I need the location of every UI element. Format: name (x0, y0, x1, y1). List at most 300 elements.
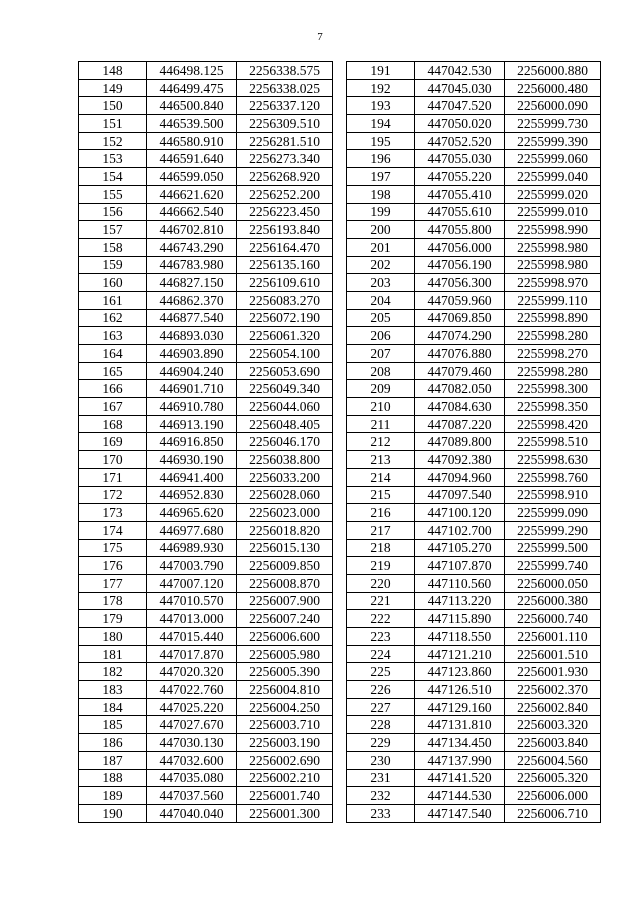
table-row (347, 645, 601, 663)
y-coordinate-cell: 2256000.740 (505, 610, 601, 628)
table-row (347, 433, 601, 451)
table-row (79, 362, 333, 380)
x-coordinate-cell: 446903.890 (147, 345, 237, 363)
point-number-cell: 233 (347, 804, 415, 822)
point-number-cell: 224 (347, 645, 415, 663)
x-coordinate-cell: 446702.810 (147, 221, 237, 239)
table-row (79, 168, 333, 186)
y-coordinate-cell: 2256268.920 (237, 168, 333, 186)
table-row (347, 362, 601, 380)
point-number-cell: 218 (347, 539, 415, 557)
table-row (79, 398, 333, 416)
point-number-cell: 163 (79, 327, 147, 345)
x-coordinate-cell: 447045.030 (415, 79, 505, 97)
y-coordinate-cell: 2256000.090 (505, 97, 601, 115)
point-number-cell: 209 (347, 380, 415, 398)
y-coordinate-cell: 2256007.240 (237, 610, 333, 628)
x-coordinate-cell: 446580.910 (147, 132, 237, 150)
table-row (79, 451, 333, 469)
y-coordinate-cell: 2256006.710 (505, 804, 601, 822)
table-row (347, 203, 601, 221)
point-number-cell: 186 (79, 734, 147, 752)
table-row (79, 115, 333, 133)
x-coordinate-cell: 446913.190 (147, 415, 237, 433)
table-row (79, 628, 333, 646)
x-coordinate-cell: 446893.030 (147, 327, 237, 345)
x-coordinate-cell: 447137.990 (415, 751, 505, 769)
y-coordinate-cell: 2256083.270 (237, 291, 333, 309)
table-row (79, 663, 333, 681)
point-number-cell: 225 (347, 663, 415, 681)
table-row (79, 557, 333, 575)
point-number-cell: 176 (79, 557, 147, 575)
table-row (79, 150, 333, 168)
x-coordinate-cell: 447094.960 (415, 468, 505, 486)
y-coordinate-cell: 2256006.000 (505, 787, 601, 805)
point-number-cell: 213 (347, 451, 415, 469)
y-coordinate-cell: 2256109.610 (237, 274, 333, 292)
table-row (347, 787, 601, 805)
point-number-cell: 219 (347, 557, 415, 575)
y-coordinate-cell: 2255998.420 (505, 415, 601, 433)
x-coordinate-cell: 447129.160 (415, 698, 505, 716)
point-number-cell: 164 (79, 345, 147, 363)
y-coordinate-cell: 2256003.840 (505, 734, 601, 752)
point-number-cell: 229 (347, 734, 415, 752)
point-number-cell: 165 (79, 362, 147, 380)
x-coordinate-cell: 446952.830 (147, 486, 237, 504)
table-body (347, 62, 601, 823)
point-number-cell: 150 (79, 97, 147, 115)
x-coordinate-cell: 446916.850 (147, 433, 237, 451)
x-coordinate-cell: 447107.870 (415, 557, 505, 575)
point-number-cell: 188 (79, 769, 147, 787)
point-number-cell: 161 (79, 291, 147, 309)
x-coordinate-cell: 447037.560 (147, 787, 237, 805)
point-number-cell: 181 (79, 645, 147, 663)
y-coordinate-cell: 2256053.690 (237, 362, 333, 380)
point-number-cell: 198 (347, 185, 415, 203)
x-coordinate-cell: 446500.840 (147, 97, 237, 115)
y-coordinate-cell: 2256135.160 (237, 256, 333, 274)
point-number-cell: 197 (347, 168, 415, 186)
x-coordinate-cell: 447022.760 (147, 681, 237, 699)
table-row (347, 345, 601, 363)
y-coordinate-cell: 2256015.130 (237, 539, 333, 557)
table-row (347, 327, 601, 345)
table-row (79, 610, 333, 628)
y-coordinate-cell: 2256005.320 (505, 769, 601, 787)
table-row (79, 97, 333, 115)
point-number-cell: 205 (347, 309, 415, 327)
point-number-cell: 170 (79, 451, 147, 469)
y-coordinate-cell: 2255999.060 (505, 150, 601, 168)
x-coordinate-cell: 447059.960 (415, 291, 505, 309)
x-coordinate-cell: 446783.980 (147, 256, 237, 274)
point-number-cell: 156 (79, 203, 147, 221)
point-number-cell: 220 (347, 574, 415, 592)
x-coordinate-cell: 447147.540 (415, 804, 505, 822)
table-row (79, 468, 333, 486)
table-row (347, 681, 601, 699)
y-coordinate-cell: 2255998.890 (505, 309, 601, 327)
x-coordinate-cell: 447131.810 (415, 716, 505, 734)
point-number-cell: 169 (79, 433, 147, 451)
table-row (79, 238, 333, 256)
table-row (347, 663, 601, 681)
y-coordinate-cell: 2255998.990 (505, 221, 601, 239)
y-coordinate-cell: 2256038.800 (237, 451, 333, 469)
y-coordinate-cell: 2256033.200 (237, 468, 333, 486)
point-number-cell: 152 (79, 132, 147, 150)
y-coordinate-cell: 2256023.000 (237, 504, 333, 522)
y-coordinate-cell: 2256001.930 (505, 663, 601, 681)
table-row (347, 734, 601, 752)
x-coordinate-cell: 447055.610 (415, 203, 505, 221)
x-coordinate-cell: 447032.600 (147, 751, 237, 769)
y-coordinate-cell: 2256048.405 (237, 415, 333, 433)
point-number-cell: 159 (79, 256, 147, 274)
table-row (79, 221, 333, 239)
table-row (79, 734, 333, 752)
x-coordinate-cell: 447105.270 (415, 539, 505, 557)
table-row (79, 256, 333, 274)
table-row (79, 645, 333, 663)
point-number-cell: 168 (79, 415, 147, 433)
point-number-cell: 183 (79, 681, 147, 699)
table-row (79, 504, 333, 522)
table-row (79, 804, 333, 822)
y-coordinate-cell: 2256044.060 (237, 398, 333, 416)
table-row (347, 185, 601, 203)
x-coordinate-cell: 447084.630 (415, 398, 505, 416)
point-number-cell: 202 (347, 256, 415, 274)
table-row (347, 557, 601, 575)
point-number-cell: 184 (79, 698, 147, 716)
x-coordinate-cell: 447055.030 (415, 150, 505, 168)
table-row (79, 62, 333, 80)
y-coordinate-cell: 2255999.040 (505, 168, 601, 186)
point-number-cell: 231 (347, 769, 415, 787)
x-coordinate-cell: 447089.800 (415, 433, 505, 451)
x-coordinate-cell: 447042.530 (415, 62, 505, 80)
y-coordinate-cell: 2255998.630 (505, 451, 601, 469)
y-coordinate-cell: 2256001.740 (237, 787, 333, 805)
y-coordinate-cell: 2256001.510 (505, 645, 601, 663)
table-row (79, 574, 333, 592)
y-coordinate-cell: 2256309.510 (237, 115, 333, 133)
y-coordinate-cell: 2255999.730 (505, 115, 601, 133)
y-coordinate-cell: 2255999.500 (505, 539, 601, 557)
x-coordinate-cell: 446591.640 (147, 150, 237, 168)
point-number-cell: 155 (79, 185, 147, 203)
table-row (347, 716, 601, 734)
table-row (347, 521, 601, 539)
table-row (79, 291, 333, 309)
table-row (347, 628, 601, 646)
x-coordinate-cell: 447144.530 (415, 787, 505, 805)
x-coordinate-cell: 447056.300 (415, 274, 505, 292)
point-number-cell: 214 (347, 468, 415, 486)
point-number-cell: 215 (347, 486, 415, 504)
y-coordinate-cell: 2256007.900 (237, 592, 333, 610)
y-coordinate-cell: 2255998.910 (505, 486, 601, 504)
x-coordinate-cell: 446539.500 (147, 115, 237, 133)
x-coordinate-cell: 447121.210 (415, 645, 505, 663)
table-row (79, 203, 333, 221)
table-row (347, 115, 601, 133)
y-coordinate-cell: 2256002.210 (237, 769, 333, 787)
point-number-cell: 222 (347, 610, 415, 628)
x-coordinate-cell: 447102.700 (415, 521, 505, 539)
x-coordinate-cell: 447126.510 (415, 681, 505, 699)
coordinates-table-left (78, 61, 333, 823)
point-number-cell: 216 (347, 504, 415, 522)
y-coordinate-cell: 2256004.810 (237, 681, 333, 699)
table-row (347, 574, 601, 592)
y-coordinate-cell: 2255998.350 (505, 398, 601, 416)
table-row (347, 804, 601, 822)
point-number-cell: 217 (347, 521, 415, 539)
x-coordinate-cell: 446901.710 (147, 380, 237, 398)
point-number-cell: 226 (347, 681, 415, 699)
y-coordinate-cell: 2256005.980 (237, 645, 333, 663)
x-coordinate-cell: 447055.220 (415, 168, 505, 186)
point-number-cell: 173 (79, 504, 147, 522)
point-number-cell: 221 (347, 592, 415, 610)
x-coordinate-cell: 447055.410 (415, 185, 505, 203)
table-row (79, 681, 333, 699)
y-coordinate-cell: 2256002.690 (237, 751, 333, 769)
point-number-cell: 207 (347, 345, 415, 363)
table-row (79, 345, 333, 363)
y-coordinate-cell: 2256004.560 (505, 751, 601, 769)
point-number-cell: 166 (79, 380, 147, 398)
y-coordinate-cell: 2256000.050 (505, 574, 601, 592)
point-number-cell: 174 (79, 521, 147, 539)
table-row (79, 433, 333, 451)
y-coordinate-cell: 2256001.110 (505, 628, 601, 646)
table-row (347, 238, 601, 256)
point-number-cell: 154 (79, 168, 147, 186)
y-coordinate-cell: 2256000.380 (505, 592, 601, 610)
table-row (79, 132, 333, 150)
x-coordinate-cell: 447110.560 (415, 574, 505, 592)
y-coordinate-cell: 2256193.840 (237, 221, 333, 239)
y-coordinate-cell: 2255999.290 (505, 521, 601, 539)
y-coordinate-cell: 2256273.340 (237, 150, 333, 168)
table-row (347, 291, 601, 309)
x-coordinate-cell: 447115.890 (415, 610, 505, 628)
x-coordinate-cell: 447087.220 (415, 415, 505, 433)
table-row (79, 327, 333, 345)
point-number-cell: 223 (347, 628, 415, 646)
y-coordinate-cell: 2255998.280 (505, 327, 601, 345)
table-row (347, 380, 601, 398)
table-row (347, 168, 601, 186)
point-number-cell: 157 (79, 221, 147, 239)
x-coordinate-cell: 447010.570 (147, 592, 237, 610)
y-coordinate-cell: 2256001.300 (237, 804, 333, 822)
x-coordinate-cell: 447025.220 (147, 698, 237, 716)
y-coordinate-cell: 2256004.250 (237, 698, 333, 716)
table-row (79, 592, 333, 610)
point-number-cell: 232 (347, 787, 415, 805)
table-row (79, 415, 333, 433)
x-coordinate-cell: 447056.190 (415, 256, 505, 274)
y-coordinate-cell: 2256337.120 (237, 97, 333, 115)
point-number-cell: 172 (79, 486, 147, 504)
point-number-cell: 206 (347, 327, 415, 345)
y-coordinate-cell: 2255999.110 (505, 291, 601, 309)
y-coordinate-cell: 2256281.510 (237, 132, 333, 150)
y-coordinate-cell: 2256003.710 (237, 716, 333, 734)
point-number-cell: 189 (79, 787, 147, 805)
y-coordinate-cell: 2256164.470 (237, 238, 333, 256)
x-coordinate-cell: 447027.670 (147, 716, 237, 734)
y-coordinate-cell: 2256338.025 (237, 79, 333, 97)
table-row (347, 97, 601, 115)
y-coordinate-cell: 2256002.840 (505, 698, 601, 716)
y-coordinate-cell: 2255998.970 (505, 274, 601, 292)
point-number-cell: 204 (347, 291, 415, 309)
point-number-cell: 201 (347, 238, 415, 256)
y-coordinate-cell: 2255999.090 (505, 504, 601, 522)
x-coordinate-cell: 446621.620 (147, 185, 237, 203)
y-coordinate-cell: 2256054.100 (237, 345, 333, 363)
point-number-cell: 179 (79, 610, 147, 628)
y-coordinate-cell: 2256072.190 (237, 309, 333, 327)
point-number-cell: 178 (79, 592, 147, 610)
y-coordinate-cell: 2256003.320 (505, 716, 601, 734)
point-number-cell: 227 (347, 698, 415, 716)
table-row (347, 274, 601, 292)
table-row (347, 256, 601, 274)
table-body (79, 62, 333, 823)
y-coordinate-cell: 2256003.190 (237, 734, 333, 752)
y-coordinate-cell: 2256046.170 (237, 433, 333, 451)
x-coordinate-cell: 447076.880 (415, 345, 505, 363)
x-coordinate-cell: 447141.520 (415, 769, 505, 787)
table-row (79, 769, 333, 787)
x-coordinate-cell: 446877.540 (147, 309, 237, 327)
y-coordinate-cell: 2255998.760 (505, 468, 601, 486)
table-row (79, 486, 333, 504)
x-coordinate-cell: 446599.050 (147, 168, 237, 186)
table-row (79, 698, 333, 716)
x-coordinate-cell: 447092.380 (415, 451, 505, 469)
table-row (79, 716, 333, 734)
y-coordinate-cell: 2256008.870 (237, 574, 333, 592)
x-coordinate-cell: 446930.190 (147, 451, 237, 469)
table-row (347, 769, 601, 787)
coordinates-table-right (346, 61, 601, 823)
x-coordinate-cell: 447055.800 (415, 221, 505, 239)
x-coordinate-cell: 447017.870 (147, 645, 237, 663)
point-number-cell: 191 (347, 62, 415, 80)
table-row (347, 150, 601, 168)
x-coordinate-cell: 446977.680 (147, 521, 237, 539)
table-row (79, 185, 333, 203)
point-number-cell: 187 (79, 751, 147, 769)
point-number-cell: 210 (347, 398, 415, 416)
x-coordinate-cell: 446499.475 (147, 79, 237, 97)
point-number-cell: 230 (347, 751, 415, 769)
x-coordinate-cell: 446862.370 (147, 291, 237, 309)
y-coordinate-cell: 2255998.280 (505, 362, 601, 380)
y-coordinate-cell: 2255999.010 (505, 203, 601, 221)
table-row (347, 698, 601, 716)
x-coordinate-cell: 447097.540 (415, 486, 505, 504)
table-row (347, 468, 601, 486)
point-number-cell: 167 (79, 398, 147, 416)
table-row (79, 274, 333, 292)
x-coordinate-cell: 446827.150 (147, 274, 237, 292)
table-row (347, 610, 601, 628)
y-coordinate-cell: 2255999.390 (505, 132, 601, 150)
y-coordinate-cell: 2256006.600 (237, 628, 333, 646)
x-coordinate-cell: 446662.540 (147, 203, 237, 221)
point-number-cell: 200 (347, 221, 415, 239)
x-coordinate-cell: 446965.620 (147, 504, 237, 522)
x-coordinate-cell: 447074.290 (415, 327, 505, 345)
point-number-cell: 195 (347, 132, 415, 150)
x-coordinate-cell: 447118.550 (415, 628, 505, 646)
x-coordinate-cell: 447015.440 (147, 628, 237, 646)
table-row (347, 132, 601, 150)
table-row (347, 62, 601, 80)
x-coordinate-cell: 446904.240 (147, 362, 237, 380)
y-coordinate-cell: 2256223.450 (237, 203, 333, 221)
table-row (79, 309, 333, 327)
x-coordinate-cell: 447040.040 (147, 804, 237, 822)
x-coordinate-cell: 446941.400 (147, 468, 237, 486)
point-number-cell: 208 (347, 362, 415, 380)
point-number-cell: 192 (347, 79, 415, 97)
y-coordinate-cell: 2256000.480 (505, 79, 601, 97)
table-row (347, 451, 601, 469)
y-coordinate-cell: 2256009.850 (237, 557, 333, 575)
point-number-cell: 203 (347, 274, 415, 292)
x-coordinate-cell: 446498.125 (147, 62, 237, 80)
x-coordinate-cell: 447113.220 (415, 592, 505, 610)
table-row (79, 380, 333, 398)
table-row (79, 787, 333, 805)
point-number-cell: 177 (79, 574, 147, 592)
y-coordinate-cell: 2256338.575 (237, 62, 333, 80)
y-coordinate-cell: 2255999.020 (505, 185, 601, 203)
table-row (79, 79, 333, 97)
x-coordinate-cell: 447003.790 (147, 557, 237, 575)
table-row (347, 539, 601, 557)
x-coordinate-cell: 447056.000 (415, 238, 505, 256)
point-number-cell: 171 (79, 468, 147, 486)
x-coordinate-cell: 446743.290 (147, 238, 237, 256)
x-coordinate-cell: 447123.860 (415, 663, 505, 681)
x-coordinate-cell: 447047.520 (415, 97, 505, 115)
table-row (347, 309, 601, 327)
y-coordinate-cell: 2256252.200 (237, 185, 333, 203)
point-number-cell: 180 (79, 628, 147, 646)
point-number-cell: 148 (79, 62, 147, 80)
x-coordinate-cell: 447007.120 (147, 574, 237, 592)
x-coordinate-cell: 447082.050 (415, 380, 505, 398)
x-coordinate-cell: 446910.780 (147, 398, 237, 416)
table-row (347, 486, 601, 504)
table-row (79, 521, 333, 539)
y-coordinate-cell: 2256061.320 (237, 327, 333, 345)
y-coordinate-cell: 2256049.340 (237, 380, 333, 398)
